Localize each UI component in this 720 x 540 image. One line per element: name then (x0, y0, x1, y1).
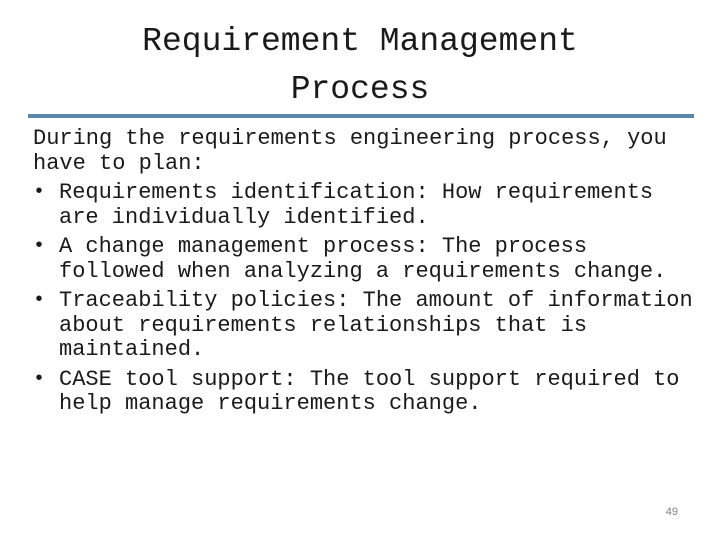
bullet-dot-icon: • (33, 289, 46, 312)
bullet-list (33, 181, 693, 417)
bullet-text: A change management process: The process followed when analyzing a requirements change. (59, 234, 667, 284)
slide-title-line2: Process (290, 71, 430, 108)
bullet-text: CASE tool support: The tool support required to help manage requirements change. (59, 366, 680, 416)
slide-title-line1: Requirement Management (142, 23, 578, 60)
title-divider (28, 114, 694, 118)
bullet-text: Traceability policies: The amount of information about requirements relationships that is maintained. (59, 288, 693, 362)
slide-title (0, 18, 720, 114)
intro-text: During the requirements engineering process, you have to plan: (33, 126, 667, 176)
bullet-dot-icon: • (33, 235, 46, 258)
bullet-text: Requirements identification: How requirements are individually identified. (59, 180, 654, 230)
bullet-dot-icon: • (33, 367, 46, 391)
bullet-item-change-management (33, 235, 693, 284)
bullet-dot-icon: • (33, 181, 46, 204)
slide-body (33, 127, 693, 417)
page-number: 49 (665, 506, 678, 518)
bullet-item-case-tool (33, 368, 693, 417)
bullet-item-traceability (33, 289, 693, 363)
bullet-item-identification (33, 181, 693, 230)
